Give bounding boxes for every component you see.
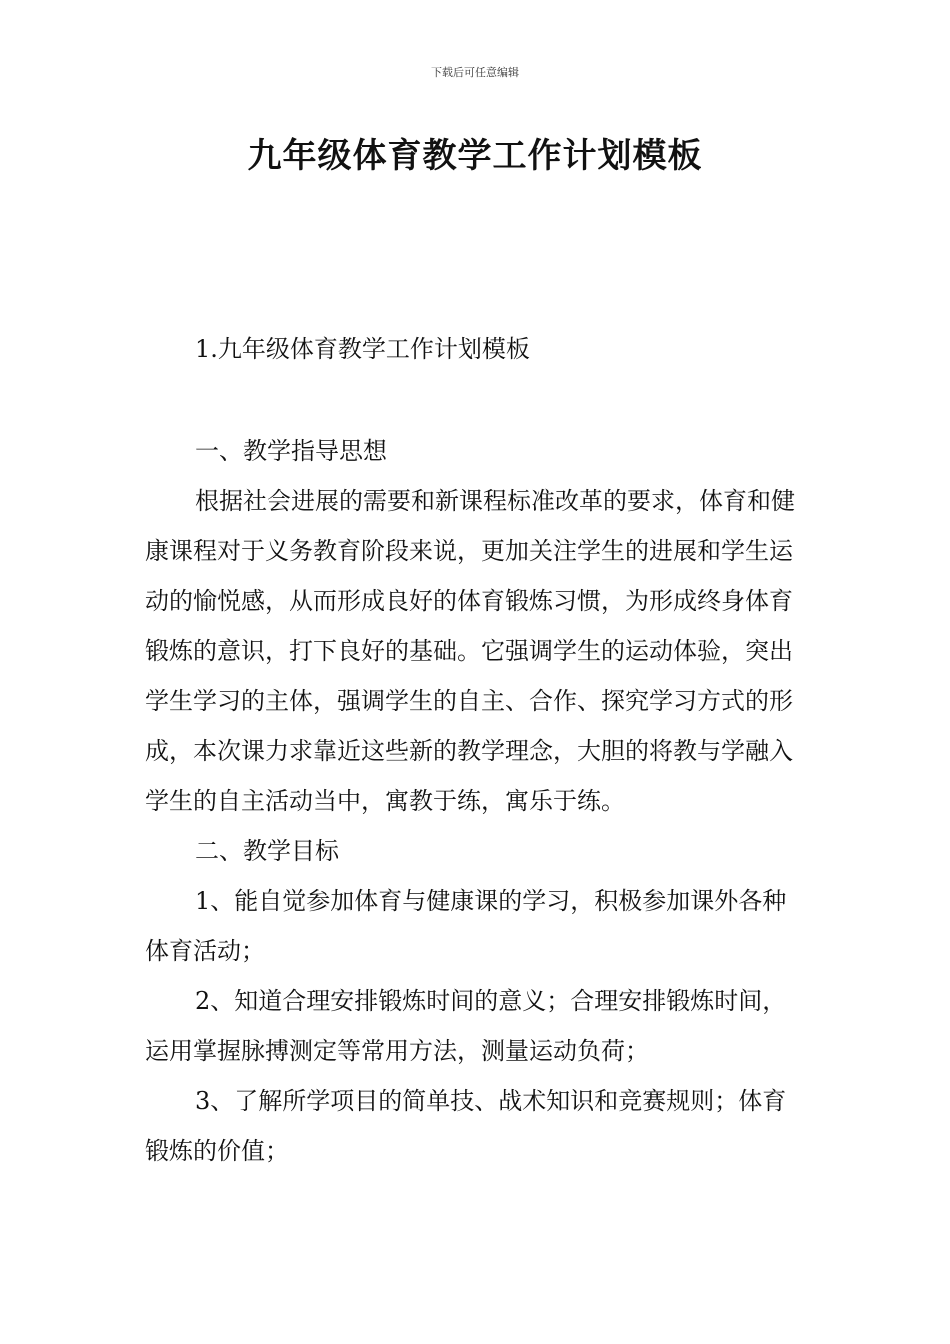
header-note: 下载后可任意编辑 [431, 66, 519, 79]
heading-guiding-thought: 一、教学指导思想 [195, 437, 387, 465]
goal-item-1: 1、能自觉参加体育与健康课的学习，积极参加课外各种体育活动； [145, 887, 787, 965]
document-body [145, 426, 810, 1176]
goal-item-2: 2、知道合理安排锻炼时间的意义；合理安排锻炼时间，运用掌握脉搏测定等常用方法，测量运动负荷； [145, 987, 787, 1065]
goal-item-3: 3、了解所学项目的简单技、战术知识和竞赛规则；体育锻炼的价值； [145, 1087, 787, 1165]
paragraph-guiding-thought: 根据社会进展的需要和新课程标准改革的要求，体育和健康课程对于义务教育阶段来说，更加关注学生的进展和学生运动的愉悦感，从而形成良好的体育锻炼习惯，为形成终身体育锻炼的意识，打下良好的基础。它强调学生的运动体验，突出学生学习的主体，强调学生的自主、合作、探究学习方式的形成，本次课力求靠近这些新的教学理念，大胆的将教与学融入学生的自主活动当中，寓教于练，寓乐于练。 [145, 487, 795, 815]
document-title: 九年级体育教学工作计划模板 [247, 136, 703, 176]
section-heading: 1.九年级体育教学工作计划模板 [195, 335, 530, 363]
heading-teaching-goals: 二、教学目标 [195, 837, 339, 865]
